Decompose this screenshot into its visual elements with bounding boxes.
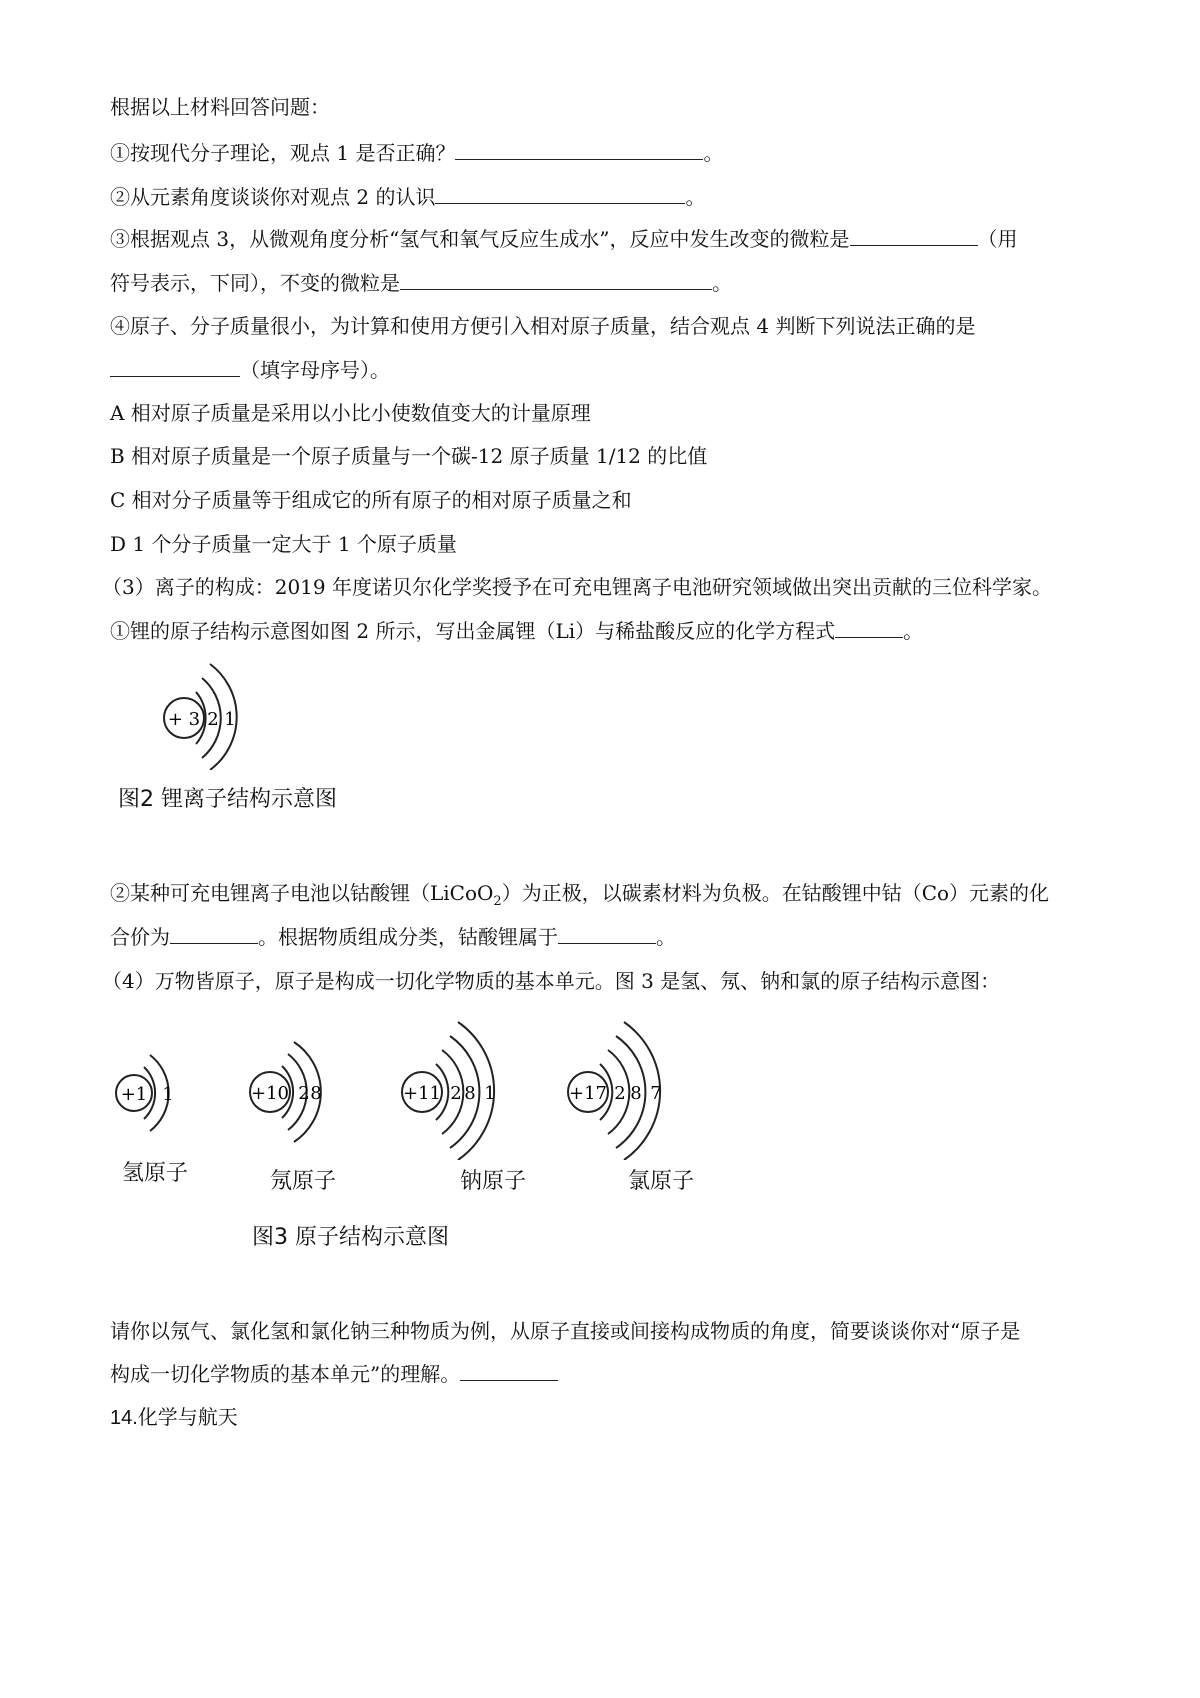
answer-blank[interactable] [400,271,712,290]
shell-electrons: 2 [298,1083,310,1104]
shell-electrons-2: 1 [224,709,236,730]
hydrogen-diagram [116,1055,174,1131]
question-4-line-a: 请你以氖气、氯化氢和氯化钠三种物质为例，从原子直接或间接构成物质的角度，简要谈谈你对“原子是 [110,1319,1021,1343]
shell-electrons: 2 [450,1083,462,1104]
question-3-1 [110,618,923,644]
neon-label: 氖原子 [270,1169,337,1194]
atom-structure-diagrams [100,1010,700,1160]
option-d: D 1 个分子质量一定大于 1 个原子质量 [110,532,457,556]
nucleus-label: +17 [569,1083,607,1104]
answer-blank[interactable] [170,925,258,944]
question-3-2-text-b: ）为正极，以碳素材料为负极。在钴酸锂中钴（Co）元素的化 [501,881,1050,905]
intro-line: 根据以上材料回答问题： [110,95,330,119]
question-14-heading: 14.化学与航天 [110,1407,238,1429]
question-3-text-b: （用 [977,227,1018,251]
question-3-2-end: 。 [656,925,676,949]
question-3-2-text: ②某种可充电锂离子电池以钴酸锂（LiCoO [110,881,494,905]
question-3-text: ③根据观点 3，从微观角度分析“氢气和氧气反应生成水”，反应中发生改变的微粒是 [110,227,850,251]
question-3-2-line-2 [110,924,676,950]
question-3-line-1 [110,226,1018,252]
question-4-line-b [110,1361,558,1387]
answer-blank[interactable] [455,141,703,160]
answer-blank[interactable] [850,227,978,246]
option-a: A 相对原子质量是采用以小比小使数值变大的计量原理 [110,401,591,425]
answer-blank[interactable] [435,185,685,204]
shell-electrons: 2 [614,1083,626,1104]
neon-diagram [250,1042,322,1142]
hydrogen-label: 氢原子 [122,1161,189,1186]
section-3-intro: （3）离子的构成：2019 年度诺贝尔化学奖授予在可充电锂离子电池研究领域做出突出贡献的三位科学家。 [102,575,1052,599]
sodium-label: 钠原子 [460,1169,527,1194]
question-2-end: 。 [685,185,706,209]
question-4-text: 构成一切化学物质的基本单元”的理解。 [110,1362,461,1386]
question-3-1-text: ①锂的原子结构示意图如图 2 所示，写出金属锂（Li）与稀盐酸反应的化学方程式 [110,619,836,643]
question-4-line-2 [110,357,390,383]
shell-electrons: 8 [464,1083,476,1104]
option-b: B 相对原子质量是一个原子质量与一个碳-12 原子质量 1/12 的比值 [110,444,708,468]
question-3-2-line-1 [110,880,1049,915]
nucleus-label: +10 [251,1083,289,1104]
question-1-end: 。 [703,141,724,165]
option-c: C 相对分子质量等于组成它的所有原子的相对原子质量之和 [110,488,632,512]
section-4-intro: （4）万物皆原子，原子是构成一切化学物质的基本单元。图 3 是氢、氖、钠和氯的原子结构示意图： [102,969,1001,993]
question-3-2-text-d: 。根据物质组成分类，钴酸锂属于 [258,925,558,949]
shell-electrons: 1 [162,1084,174,1105]
answer-blank[interactable] [460,1362,558,1381]
question-1-text: ①按现代分子理论，观点 1 是否正确？ [110,141,456,165]
question-3-end: 。 [712,271,732,295]
question-3-text-c: 符号表示，下同），不变的微粒是 [110,271,400,295]
question-3-2-text-c: 合价为 [110,925,170,949]
figure-3-caption: 图3 原子结构示意图 [252,1225,449,1250]
question-2-text: ②从元素角度谈谈你对观点 2 的认识 [110,185,436,209]
shell-electrons: 8 [630,1083,642,1104]
shell-electrons: 7 [650,1083,662,1104]
sodium-diagram [402,1022,496,1160]
question-4-end: （填字母序号）。 [240,358,390,382]
question-1 [110,140,723,166]
answer-blank[interactable] [558,925,656,944]
shell-electrons-1: 2 [207,709,219,730]
question-2 [110,184,705,210]
nucleus-label: +11 [403,1083,441,1104]
question-3-1-end: 。 [903,619,924,643]
shell-electrons: 8 [310,1083,322,1104]
answer-blank[interactable] [835,619,903,638]
answer-blank[interactable] [110,358,240,377]
nucleus-label: + 3 [167,709,201,730]
lithium-structure-diagram [150,650,270,770]
chlorine-diagram [568,1022,662,1160]
shell-electrons: 1 [484,1083,496,1104]
nucleus-label: +1 [120,1084,148,1105]
question-4-line-1: ④原子、分子质量很小，为计算和使用方便引入相对原子质量，结合观点 4 判断下列说法正确的是 [110,314,976,338]
subscript-2: 2 [493,894,502,909]
chlorine-label: 氯原子 [628,1169,695,1194]
question-3-line-2 [110,270,732,296]
figure-2-caption: 图2 锂离子结构示意图 [118,787,337,812]
